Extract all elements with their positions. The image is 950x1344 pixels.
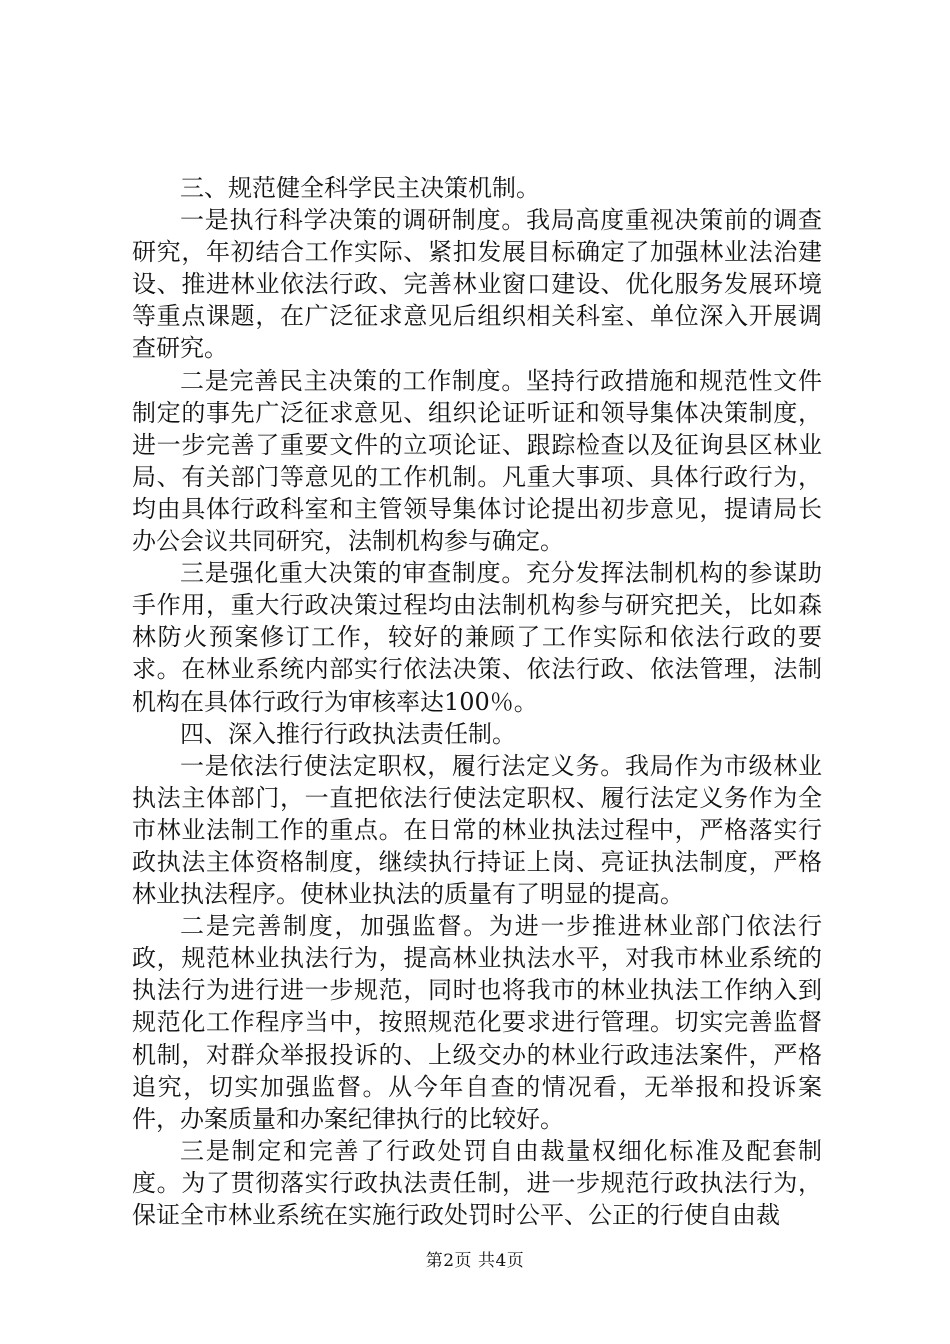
paragraph-discretion-standards: 三是制定和完善了行政处罚自由裁量权细化标准及配套制度。为了贯彻落实行政执法责任制，进一步规范行政执法行为，保证全市林业系统在实施行政处罚时公平、公正的行使自由裁 bbox=[132, 1136, 822, 1229]
document-body bbox=[132, 172, 822, 1231]
paragraph-supervision: 二是完善制度，加强监督。为进一步推进林业部门依法行政，规范林业执法行为，提高林业执法水平，对我市林业系统的执法行为进行进一步规范，同时也将我市的林业执法工作纳入到规范化工作程序当中，按照规范化要求进行管理。切实完善监督机制，对群众举报投诉的、上级交办的林业行政违法案件，严格追究，切实加强监督。从今年自查的情况看，无举报和投诉案件，办案质量和办案纪律执行的比较好。 bbox=[132, 912, 822, 1133]
section-heading-enforcement-responsibility: 四、深入推行行政执法责任制。 bbox=[180, 719, 516, 748]
section-heading-decision-mechanism: 三、规范健全科学民主决策机制。 bbox=[180, 174, 540, 202]
paragraph-democratic-decision: 二是完善民主决策的工作制度。坚持行政措施和规范性文件制定的事先广泛征求意见、组织论证听证和领导集体决策制度，进一步完善了重要文件的立项论证、跟踪检查以及征询县区林业局、有关部门等意见的工作机制。凡重大事项、具体行政行为，均由具体行政科室和主管领导集体讨论提出初步意见，提请局长办公会议共同研究，法制机构参与确定。 bbox=[132, 366, 822, 556]
page-footer: 第2页 共4页 bbox=[425, 1251, 525, 1271]
paragraph-research-system: 一是执行科学决策的调研制度。我局高度重视决策前的调查研究，年初结合工作实际、紧扣发展目标确定了加强林业法治建设、推进林业依法行政、完善林业窗口建设、优化服务发展环境等重点课题，在广泛征求意见后组织相关科室、单位深入开展调查研究。 bbox=[132, 206, 822, 363]
paragraph-decision-review: 三是强化重大决策的审查制度。充分发挥法制机构的参谋助手作用，重大行政决策过程均由法制机构参与研究把关，比如森林防火预案修订工作，较好的兼顾了工作实际和依法行政的要求。在林业系统内部实行依法决策、依法行政、依法管理，法制机构在具体行政行为审核率达100％。 bbox=[132, 559, 822, 716]
paragraph-lawful-authority: 一是依法行使法定职权，履行法定义务。我局作为市级林业执法主体部门，一直把依法行使法定职权、履行法定义务作为全市林业法制工作的重点。在日常的林业执法过程中，严格落实行政执法主体资格制度，继续执行持证上岗、亮证执法制度，严格林业执法程序。使林业执法的质量有了明显的提高。 bbox=[132, 751, 822, 909]
